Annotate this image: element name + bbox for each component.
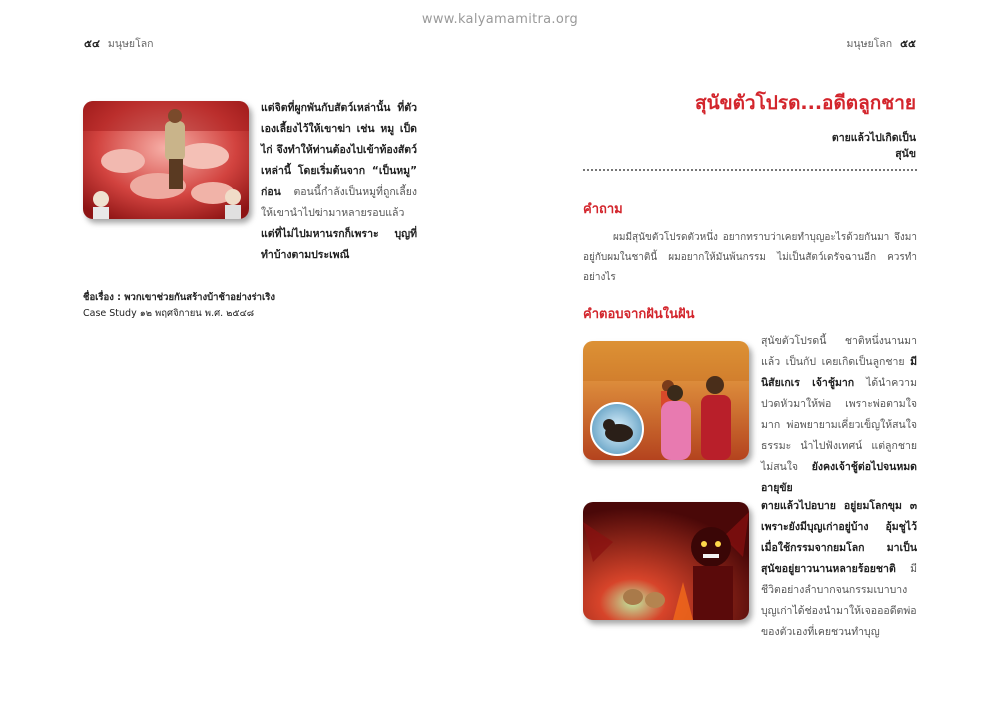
answer2-bold-a: ตายแล้วไปอบาย อยู่ยมโลกขุม ๓ เพราะยังมีบุญเก่าอยู่บ้าง อุ้มชูไว้ เมื่อใช้กรรมจากยมโลก มาเป็นสุนัขอยู่ยาวนานหลายร้อยชาติ (761, 500, 917, 575)
left-paragraph (261, 98, 417, 266)
answer-heading: คำตอบจากฝันในฝัน (583, 307, 695, 322)
hell-dogs-illustration (583, 502, 749, 620)
page-number-right: ๕๕ (900, 38, 916, 50)
answer2-normal-a: มีชีวิตอย่างลำบากจนกรรมเบาบาง บุญเก่าได้ช่องนำมาให้เจอออดีตพ่อของตัวเองที่เคยชวนทำบุญ (761, 563, 917, 638)
section-name-right: มนุษยโลก (846, 38, 893, 50)
answer-paragraph-2 (761, 496, 917, 643)
subtitle-line2: สุนัข (895, 148, 916, 160)
section-name-left: มนุษยโลก (107, 38, 154, 50)
left-paragraph-bold-tail: แต่ที่ไม่ไปมหานรกก็เพราะ บุญที่ทำบ้างตามประเพณี (261, 228, 417, 261)
answer1-normal-a: สุนัขตัวโปรดนี้ ชาติหนึ่งนานมาแล้ว เป็นกัป เคยเกิดเป็นลูกชาย (761, 335, 917, 368)
answer1-bold-b: ยังคงเจ้าชู้ต่อไปจนหมดอายุขัย (761, 461, 917, 494)
site-url[interactable]: www.kalyamamitra.org (421, 12, 579, 27)
family-dog-illustration (583, 341, 749, 460)
story-credit (83, 290, 275, 322)
article-subtitle (832, 130, 916, 162)
header-right (846, 35, 924, 52)
pig-farm-illustration (83, 101, 249, 219)
question-heading: คำถาม (583, 202, 623, 217)
answer1-normal-b: ได้นำความปวดหัวมาให้พ่อ เพราะพ่อตามใจมาก พ่อพยายามเคี่ยวเข็ญให้สนใจธรรมะ นำไปฟังเทศน์ แต่ลูกชายไม่สนใจ (761, 377, 917, 473)
article-title: สุนัขตัวโปรด...อดีตลูกชาย (695, 92, 916, 114)
case-study-date: Case Study ๑๒ พฤศจิกายน พ.ศ. ๒๕๔๘ (83, 308, 255, 319)
header-left (76, 35, 154, 52)
story-title-label: ชื่อเรื่อง : พวกเขาช่วยกันสร้างบ้าช้าอย่างร่าเริง (83, 292, 275, 303)
page-number-left: ๕๔ (84, 38, 100, 50)
answer-paragraph-1 (761, 331, 917, 499)
left-paragraph-normal: ตอนนี้กำลังเป็นหมูที่ถูกเลี้ยงให้เขานำไปฆ่ามาหลายรอบแล้ว (261, 186, 417, 219)
dotted-divider (583, 169, 917, 171)
question-text: ผมมีสุนัขตัวโปรดตัวหนึ่ง อยากทราบว่าเคยทำบุญอะไรด้วยกันมา จึงมาอยู่กับผมในชาตินี้ ผมอยากให้มันพ้นกรรม ไม่เป็นสัตว์เดรัจฉานอีก ควรทำอย่างไร (583, 232, 917, 283)
answer1-bold-a: มีนิสัยเกเร เจ้าชู้มาก (761, 356, 917, 389)
subtitle-line1: ตายแล้วไปเกิดเป็น (831, 132, 916, 144)
left-paragraph-bold-lead: แต่จิตที่ผูกพันกับสัตว์เหล่านั้น ที่ตัวเองเลี้ยงไว้ให้เขาฆ่า เช่น หมู เป็ด ไก่ จึงทำให้ท่านต้องไปเข้าท้องสัตว์เหล่านี้ โดยเริ่มต้นจาก “เป็นหมู” ก่อน (261, 102, 417, 198)
